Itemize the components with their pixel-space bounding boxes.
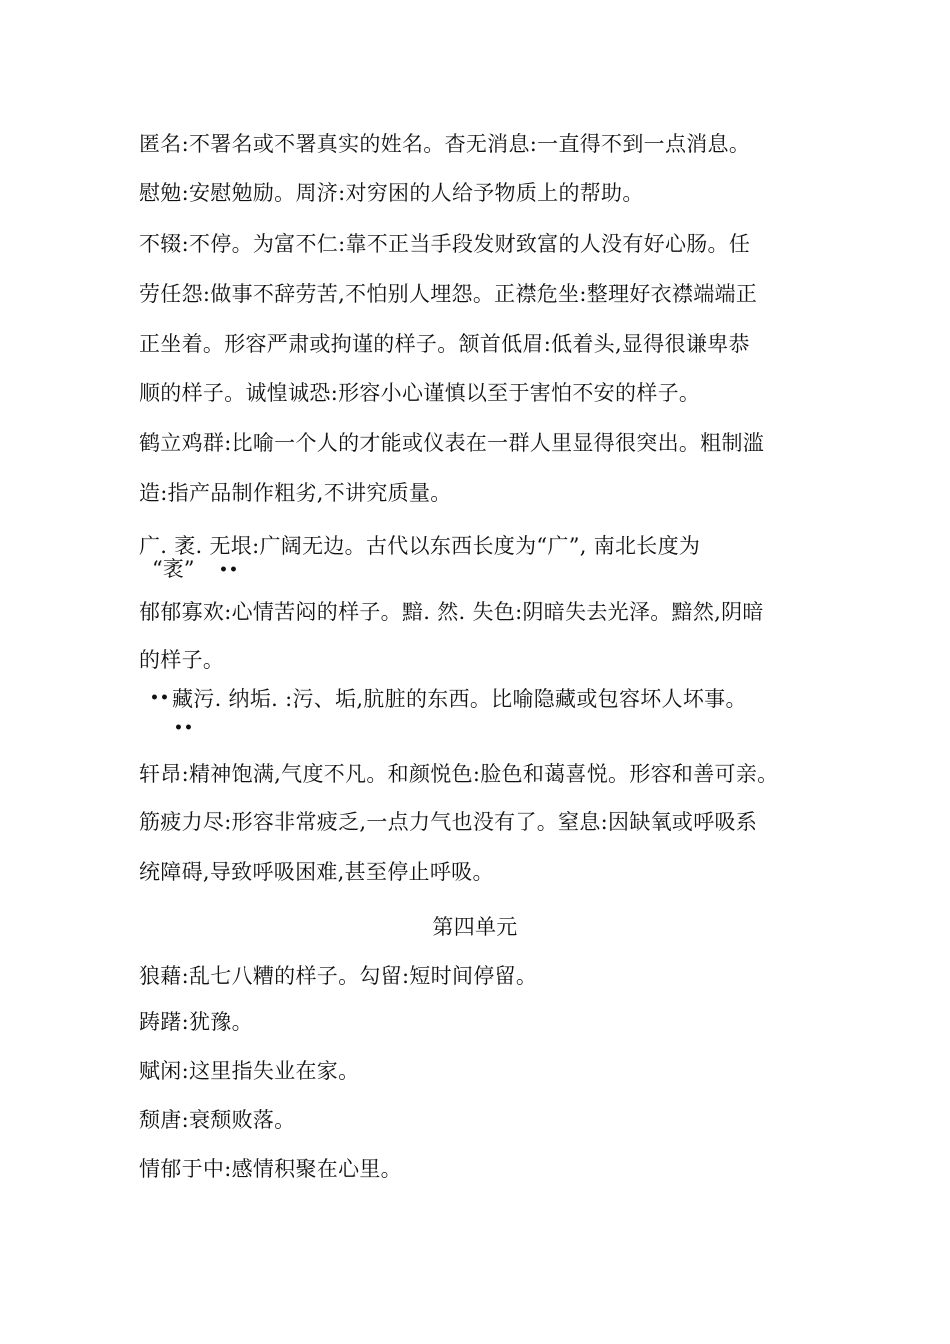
text-line: 正坐着。形容严肃或拘谨的样子。颔首低眉:低着头,显得很谦卑恭 xyxy=(139,332,750,356)
text-line: 颓唐:衰颓败落。 xyxy=(139,1108,296,1132)
text-line: 郁郁寡欢:心情苦闷的样子。黯. 然. 失色:阴暗失去光泽。黯然,阴暗 xyxy=(139,600,764,624)
text-line: 狼藉:乱七八糟的样子。勾留:短时间停留。 xyxy=(139,964,538,988)
emphasis-dots: •• xyxy=(174,720,194,736)
text-line: 踌躇:犹豫。 xyxy=(139,1010,253,1034)
emphasis-dots: •• xyxy=(150,690,170,706)
text-line: 情郁于中:感情积聚在心里。 xyxy=(139,1157,402,1181)
text-line: 赋闲:这里指失业在家。 xyxy=(139,1059,360,1083)
text-line: 广. 袤. 无垠:广阔无边。古代以东西长度为“广”, 南北长度为 xyxy=(139,534,701,558)
text-line: 藏污. 纳垢. :污、垢,肮脏的东西。比喻隐藏或包容坏人坏事。 xyxy=(172,687,747,711)
emphasis-dots: •• xyxy=(219,562,239,578)
text-line: 不辍:不停。为富不仁:靠不正当手段发财致富的人没有好心肠。任 xyxy=(139,232,751,256)
text-line: 匿名:不署名或不署真实的姓名。杳无消息:一直得不到一点消息。 xyxy=(139,132,751,156)
text-line: 顺的样子。诚惶诚恐:形容小心谨慎以至于害怕不安的样子。 xyxy=(139,381,701,405)
text-line: 造:指产品制作粗劣,不讲究质量。 xyxy=(139,481,452,505)
text-line: 慰勉:安慰勉励。周济:对穷困的人给予物质上的帮助。 xyxy=(139,181,644,205)
text-line: 统障碍,导致呼吸困难,甚至停止呼吸。 xyxy=(139,860,494,884)
text-line: 鹤立鸡群:比喻一个人的才能或仪表在一群人里显得很突出。粗制滥 xyxy=(139,431,765,455)
continuation-text: “袤” xyxy=(152,557,195,581)
text-line: 筋疲力尽:形容非常疲乏,一点力气也没有了。窒息:因缺氧或呼吸系 xyxy=(139,810,758,834)
unit-heading: 第四单元 xyxy=(432,915,518,939)
text-line: 轩昂:精神饱满,气度不凡。和颜悦色:脸色和蔼喜悦。形容和善可亲。 xyxy=(139,762,779,786)
text-line: 的样子。 xyxy=(139,648,225,672)
text-line: 劳任怨:做事不辞劳苦,不怕别人埋怨。正襟危坐:整理好衣襟端端正 xyxy=(139,282,758,306)
